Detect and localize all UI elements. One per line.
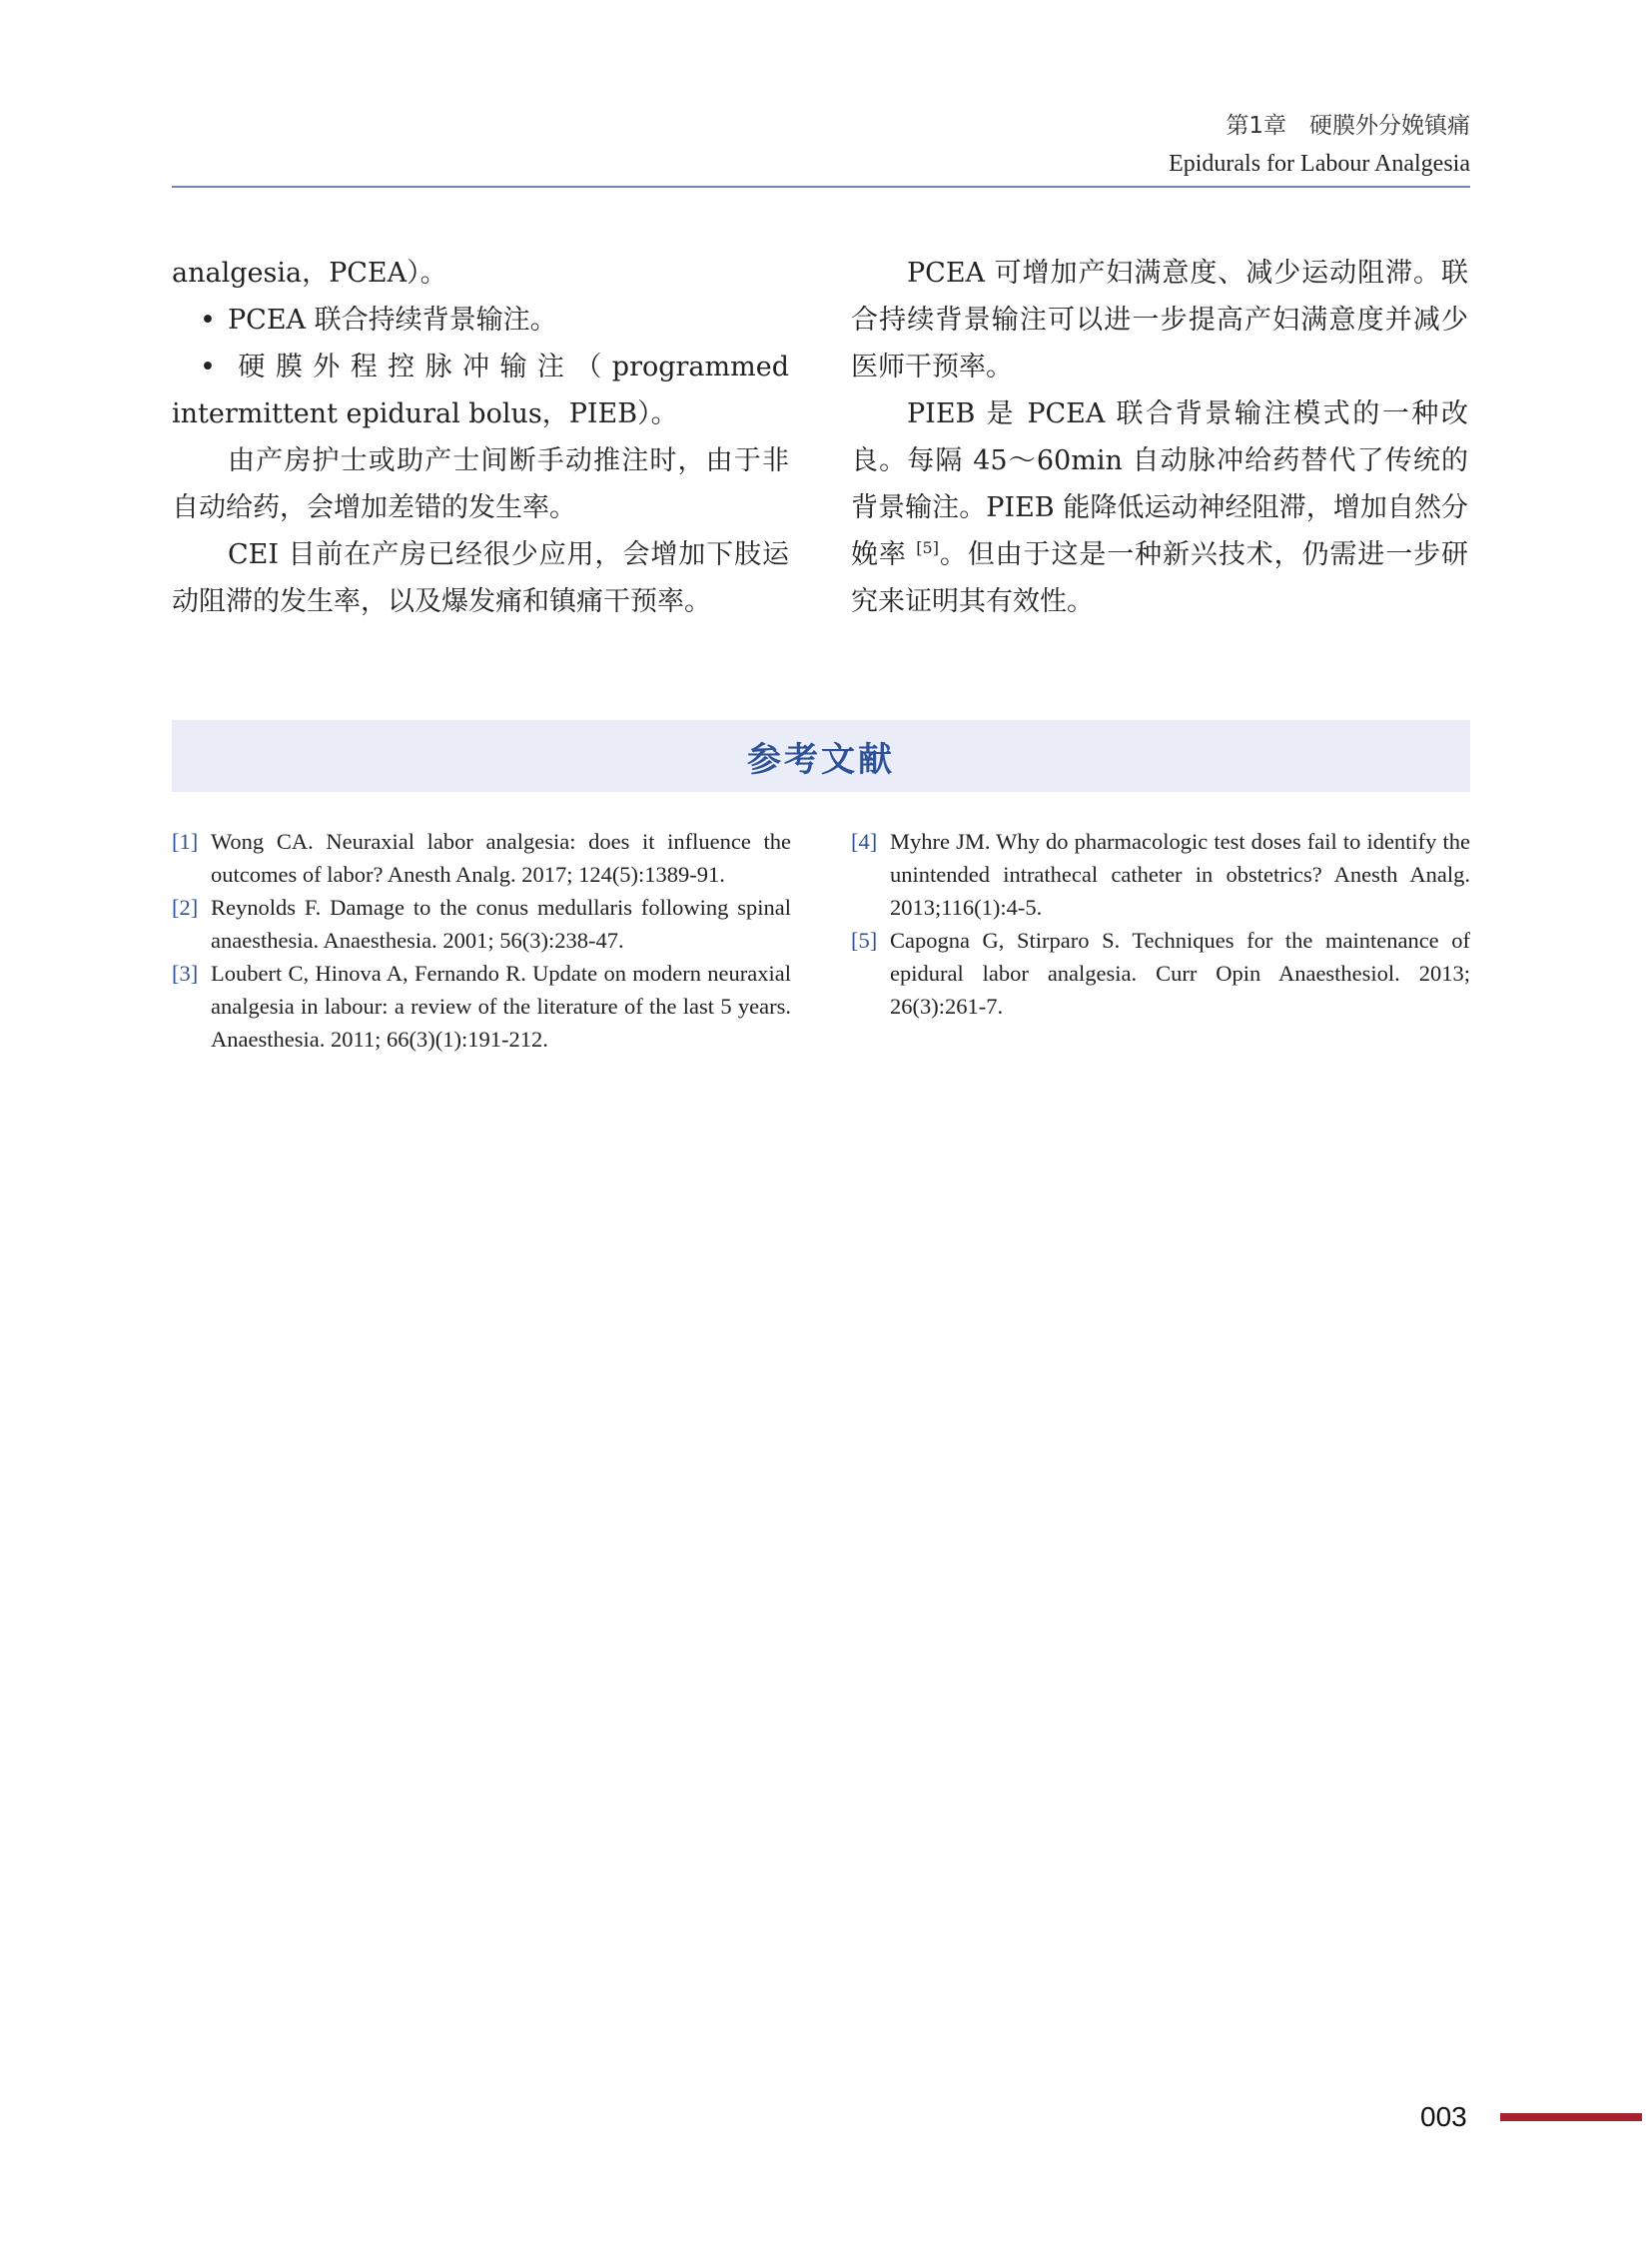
page-number-bar: [1500, 2113, 1642, 2121]
bullet-icon: •: [200, 352, 216, 382]
reference-item: [172, 825, 791, 891]
chapter-subtitle: Epidurals for Labour Analgesia: [1169, 151, 1470, 177]
page-number: 003: [1420, 2101, 1467, 2132]
running-header: [1169, 106, 1470, 182]
reference-number: [5]: [851, 928, 878, 953]
reference-number: [4]: [851, 829, 878, 854]
paragraph-text: 。但由于这是一种新兴技术，仍需进一步研究来证明其有效性。: [851, 539, 1468, 617]
paragraph: analgesia，PCEA）。: [172, 258, 447, 289]
references-left: [172, 825, 791, 1056]
references-heading: 参考文献: [747, 739, 895, 780]
bullet-text: 硬膜外程控脉冲输注（programmed intermittent epidural bolus，PIEB）。: [172, 352, 789, 429]
reference-number: [2]: [172, 895, 199, 920]
bullet-text: PCEA 联合持续背景输注。: [228, 305, 557, 336]
header-rule: [172, 186, 1470, 188]
paragraph: PCEA 可增加产妇满意度、减少运动阻滞。联合持续背景输注可以进一步提高产妇满意度并减少医师干预率。: [851, 258, 1468, 382]
reference-text: Wong CA. Neuraxial labor analgesia: does it influence the outcomes of labor? Anesth Analg. 2017; 124(5):1389-91.: [211, 829, 791, 887]
reference-item: [172, 957, 791, 1056]
bullet-icon: •: [200, 305, 216, 336]
right-column: [851, 250, 1468, 625]
reference-text: Loubert C, Hinova A, Fernando R. Update on modern neuraxial analgesia in labour: a review of the literature of the last 5 years. Anaesthesia. 2011; 66(3)(1):191-212.: [211, 961, 791, 1052]
reference-number: [1]: [172, 829, 199, 854]
references-heading-bar: [172, 720, 1470, 792]
paragraph-text: PIEB 是 PCEA 联合背景输注模式的一种改良。每隔 45～60min 自动脉冲给药替代了传统的背景输注。PIEB 能降低运动神经阻滞，增加自然分娩率: [851, 398, 1468, 570]
citation-marker: [5]: [916, 538, 939, 557]
chapter-title: 第1章 硬膜外分娩镇痛: [1226, 113, 1470, 139]
paragraph: [851, 390, 1468, 625]
paragraph: 由产房护士或助产士间断手动推注时，由于非自动给药，会增加差错的发生率。: [172, 445, 789, 523]
paragraph: CEI 目前在产房已经很少应用，会增加下肢运动阻滞的发生率，以及爆发痛和镇痛干预率。: [172, 539, 789, 617]
bullet-item: [172, 297, 789, 344]
reference-text: Reynolds F. Damage to the conus medullaris following spinal anaesthesia. Anaesthesia. 2001; 56(3):238-47.: [211, 895, 791, 953]
reference-item: [851, 924, 1470, 1023]
reference-text: Myhre JM. Why do pharmacologic test doses fail to identify the unintended intrathecal catheter in obstetrics? Anesth Analg. 2013;116(1):4-5.: [890, 829, 1470, 920]
references-right: [851, 825, 1470, 1023]
reference-text: Capogna G, Stirparo S. Techniques for the maintenance of epidural labor analgesia. Curr Opin Anaesthesiol. 2013; 26(3):261-7.: [890, 928, 1470, 1019]
reference-number: [3]: [172, 961, 199, 986]
reference-item: [172, 891, 791, 957]
reference-item: [851, 825, 1470, 924]
bullet-item: [172, 344, 789, 437]
left-column: [172, 250, 789, 625]
